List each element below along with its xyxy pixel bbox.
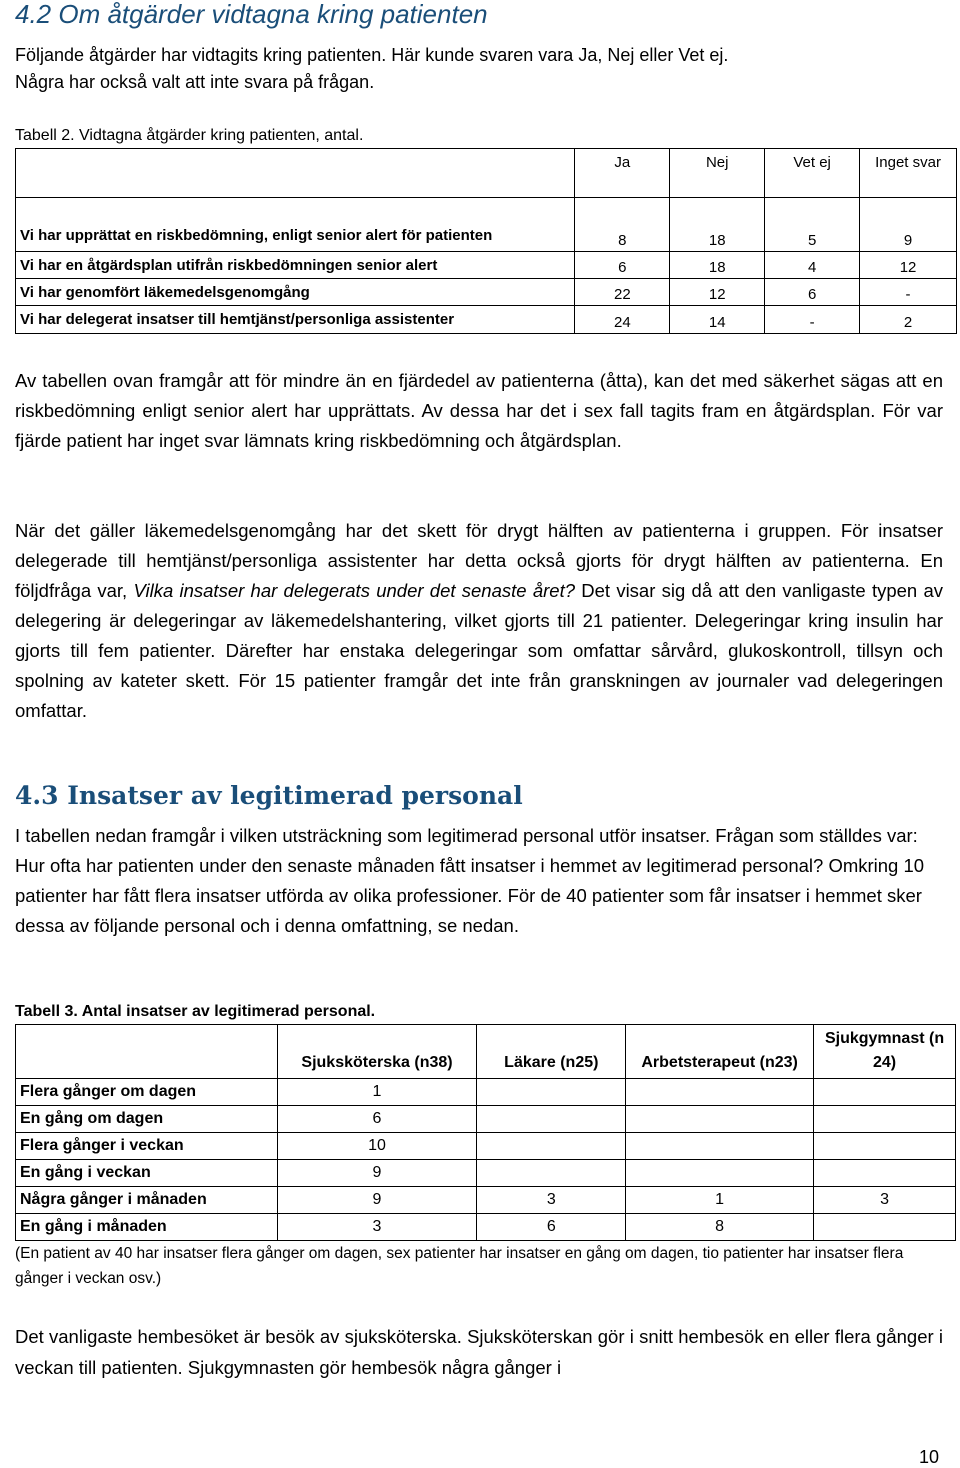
paragraph-2-start: När det gäller läkemedelsgenomgång har det skett för drygt hälften av patienterna i gruppen. För insatser delegerade till hemtjänst/personliga assistenter har detta också gjorts för drygt hälften av patienterna. En följdfråga var, bbox=[15, 520, 943, 601]
cell: 1 bbox=[277, 1079, 477, 1106]
table-row bbox=[16, 1079, 956, 1106]
table-2-header: Nej bbox=[670, 149, 765, 198]
cell: 18 bbox=[670, 198, 765, 252]
page-number: 10 bbox=[919, 1447, 940, 1467]
cell: 8 bbox=[626, 1214, 814, 1241]
cell: 10 bbox=[277, 1133, 477, 1160]
table-row bbox=[16, 279, 957, 306]
cell: 1 bbox=[626, 1187, 814, 1214]
cell bbox=[814, 1079, 956, 1106]
cell bbox=[477, 1079, 626, 1106]
cell bbox=[477, 1160, 626, 1187]
row-label: Vi har delegerat insatser till hemtjänst/personliga assistenter bbox=[16, 306, 575, 334]
paragraph-1: Av tabellen ovan framgår att för mindre än en fjärdedel av patienterna (åtta), kan det med säkerhet sägas att en riskbedömning enligt senior alert har upprättats. Av dessa har det i sex fall tagits fram en åtgärdsplan. För var fjärde patient har inget svar lämnats kring riskbedömning och åtgärdsplan. bbox=[15, 370, 943, 451]
cell: 6 bbox=[477, 1214, 626, 1241]
table-row bbox=[16, 1214, 956, 1241]
intro-line-2: Några har också valt att inte svara på frågan. bbox=[15, 72, 375, 92]
table-3-header-empty bbox=[16, 1025, 278, 1079]
cell: 3 bbox=[477, 1187, 626, 1214]
cell: 12 bbox=[670, 279, 765, 306]
row-label: Vi har en åtgärdsplan utifrån riskbedömningen senior alert bbox=[16, 252, 575, 279]
cell bbox=[814, 1133, 956, 1160]
table-3 bbox=[15, 1024, 956, 1241]
table-2-header: Vet ej bbox=[765, 149, 860, 198]
cell: 6 bbox=[575, 252, 670, 279]
table-row bbox=[16, 252, 957, 279]
table-3-note: (En patient av 40 har insatser flera gånger om dagen, sex patienter har insatser en gång om dagen, tio patienter har insatser flera gånger i veckan osv.) bbox=[15, 1245, 904, 1287]
table-3-header: Sjuksköterska (n38) bbox=[277, 1025, 477, 1079]
cell bbox=[814, 1106, 956, 1133]
section-heading-4-3: 4.3 Insatser av legitimerad personal bbox=[15, 781, 523, 810]
cell bbox=[626, 1106, 814, 1133]
table-2-caption: Tabell 2. Vidtagna åtgärder kring patienten, antal. bbox=[15, 127, 364, 144]
cell: 9 bbox=[860, 198, 957, 252]
paragraph-2 bbox=[15, 516, 943, 726]
cell: 6 bbox=[765, 279, 860, 306]
row-label: Flera gånger om dagen bbox=[16, 1079, 278, 1106]
cell: 9 bbox=[277, 1187, 477, 1214]
table-row bbox=[16, 1133, 956, 1160]
cell: 12 bbox=[860, 252, 957, 279]
table-row bbox=[16, 198, 957, 252]
table-3-header: Läkare (n25) bbox=[477, 1025, 626, 1079]
paragraph-2-question: Vilka insatser har delegerats under det senaste året? bbox=[133, 580, 575, 601]
cell bbox=[626, 1133, 814, 1160]
cell bbox=[814, 1214, 956, 1241]
cell: 24 bbox=[575, 306, 670, 334]
cell: - bbox=[765, 306, 860, 334]
row-label: En gång i månaden bbox=[16, 1214, 278, 1241]
cell bbox=[477, 1106, 626, 1133]
cell: 6 bbox=[277, 1106, 477, 1133]
paragraph-last: Det vanligaste hembesöket är besök av sjuksköterska. Sjuksköterskan gör i snitt hembesök en eller flera gånger i veckan till patienten. Sjukgymnasten gör hembesök några gånger i bbox=[15, 1326, 943, 1378]
cell bbox=[477, 1133, 626, 1160]
cell: 3 bbox=[277, 1214, 477, 1241]
cell: 4 bbox=[765, 252, 860, 279]
table-2-header-empty bbox=[16, 149, 575, 198]
table-row bbox=[16, 306, 957, 334]
cell: 9 bbox=[277, 1160, 477, 1187]
cell: 22 bbox=[575, 279, 670, 306]
table-row bbox=[16, 1187, 956, 1214]
row-label: En gång i veckan bbox=[16, 1160, 278, 1187]
table-2-header: Inget svar bbox=[860, 149, 957, 198]
row-label: Flera gånger i veckan bbox=[16, 1133, 278, 1160]
cell: 2 bbox=[860, 306, 957, 334]
cell: 14 bbox=[670, 306, 765, 334]
cell: - bbox=[860, 279, 957, 306]
section-heading-4-2: 4.2 Om åtgärder vidtagna kring patienten bbox=[15, 0, 488, 29]
table-3-header: Arbetsterapeut (n23) bbox=[626, 1025, 814, 1079]
paragraph-2-end: Det visar sig då att den vanligaste typen av delegering är delegeringar av läkemedelshantering, vilket gjorts till 21 patienter. Delegeringar kring insulin har gjorts till fem patienter. Därefter har enstaka delegeringar som omfattar sårvård, glukoskontroll, tillsyn och spolning av kateter skett. För 15 patienter framgår det inte från granskningen av journaler vad delegeringen omfattar. bbox=[15, 580, 944, 721]
cell: 18 bbox=[670, 252, 765, 279]
cell: 3 bbox=[814, 1187, 956, 1214]
row-label: En gång om dagen bbox=[16, 1106, 278, 1133]
table-2 bbox=[15, 148, 957, 334]
table-row bbox=[16, 1160, 956, 1187]
row-label: Några gånger i månaden bbox=[16, 1187, 278, 1214]
paragraph-4-3: I tabellen nedan framgår i vilken utsträckning som legitimerad personal utför insatser. Frågan som ställdes var: Hur ofta har patienten under den senaste månaden fått insatser i hemmet av legitimerad personal? Omkring 10 patienter har fått flera insatser utförda av olika professioner. För de 40 patienter som får insatser i hemmet sker dessa av följande personal och i denna omfattning, se nedan. bbox=[15, 825, 925, 936]
cell: 5 bbox=[765, 198, 860, 252]
cell: 8 bbox=[575, 198, 670, 252]
cell bbox=[626, 1079, 814, 1106]
table-2-header: Ja bbox=[575, 149, 670, 198]
intro-line-1: Följande åtgärder har vidtagits kring patienten. Här kunde svaren vara Ja, Nej eller Vet ej. bbox=[15, 45, 729, 65]
table-row bbox=[16, 1106, 956, 1133]
row-label: Vi har genomfört läkemedelsgenomgång bbox=[16, 279, 575, 306]
cell bbox=[814, 1160, 956, 1187]
cell bbox=[626, 1160, 814, 1187]
row-label: Vi har upprättat en riskbedömning, enligt senior alert för patienten bbox=[16, 198, 575, 252]
intro-text bbox=[15, 42, 945, 96]
table-3-header: Sjukgymnast (n 24) bbox=[814, 1025, 956, 1079]
table-3-caption: Tabell 3. Antal insatser av legitimerad personal. bbox=[15, 1003, 376, 1020]
